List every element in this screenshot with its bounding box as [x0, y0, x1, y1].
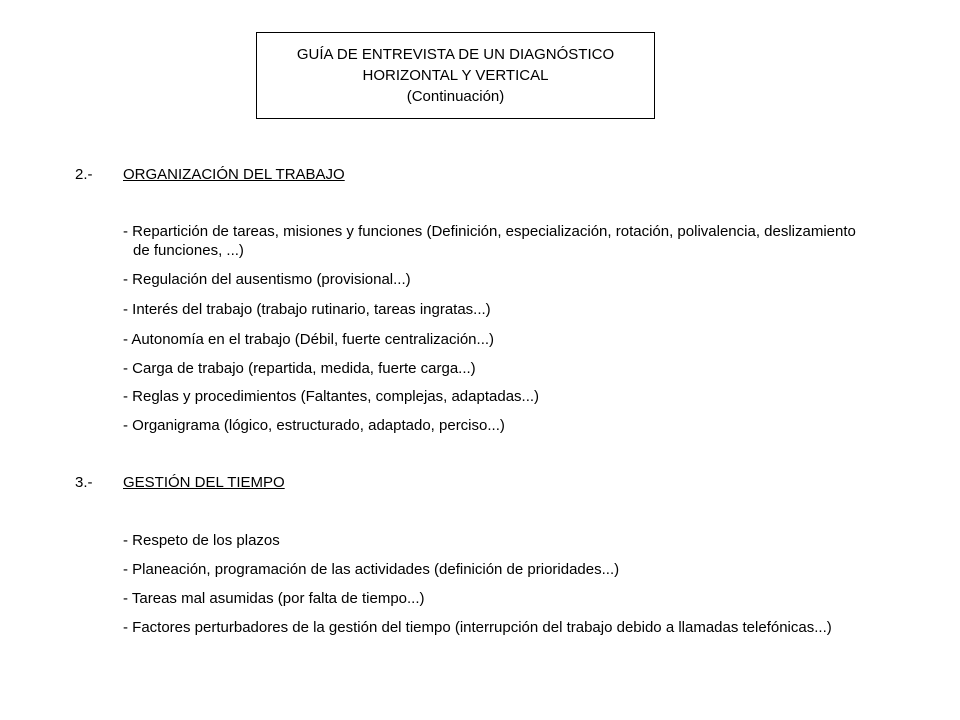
title-line-2: HORIZONTAL Y VERTICAL — [362, 67, 549, 84]
list-item-text: - Repartición de tareas, misiones y funciones (Definición, especialización, rotación, polivalencia, deslizamiento — [123, 223, 856, 240]
section-heading-organizacion — [75, 166, 345, 183]
list-item-text: - Planeación, programación de las actividades (definición de prioridades...) — [123, 561, 620, 578]
section-heading-gestion — [75, 474, 285, 491]
list-item — [123, 589, 425, 608]
list-item-text: - Carga de trabajo (repartida, medida, fuerte carga...) — [123, 360, 476, 377]
list-item — [123, 270, 411, 289]
list-item — [123, 416, 505, 435]
list-item-text: - Factores perturbadores de la gestión del tiempo (interrupción del trabajo debido a llamadas telefónicas...) — [123, 619, 832, 636]
list-item-continuation: de funciones, ...) — [133, 242, 244, 259]
section-title: GESTIÓN DEL TIEMPO — [123, 474, 285, 491]
list-item — [123, 330, 494, 349]
list-item-text: - Autonomía en el trabajo (Débil, fuerte centralización...) — [123, 331, 495, 348]
list-item-text: - Interés del trabajo (trabajo rutinario, tareas ingratas...) — [123, 301, 491, 318]
list-item — [123, 531, 280, 550]
list-item-text: - Reglas y procedimientos (Faltantes, complejas, adaptadas...) — [123, 388, 540, 405]
list-item-text: - Regulación del ausentismo (provisional...) — [123, 271, 411, 288]
list-item — [123, 222, 856, 260]
title-line-1: GUÍA DE ENTREVISTA DE UN DIAGNÓSTICO — [296, 46, 615, 63]
section-number: 2.- — [75, 166, 93, 183]
title-line-3: (Continuación) — [406, 88, 505, 105]
list-item — [123, 618, 832, 637]
list-item-text: - Organigrama (lógico, estructurado, adaptado, perciso...) — [123, 417, 505, 434]
section-title: ORGANIZACIÓN DEL TRABAJO — [123, 166, 345, 183]
list-item — [123, 387, 539, 406]
list-item-text: - Respeto de los plazos — [123, 532, 280, 549]
list-item — [123, 560, 619, 579]
title-box — [256, 32, 655, 119]
list-item — [123, 359, 476, 378]
list-item-text: - Tareas mal asumidas (por falta de tiempo...) — [123, 590, 425, 607]
list-item — [123, 300, 491, 319]
section-number: 3.- — [75, 474, 93, 491]
